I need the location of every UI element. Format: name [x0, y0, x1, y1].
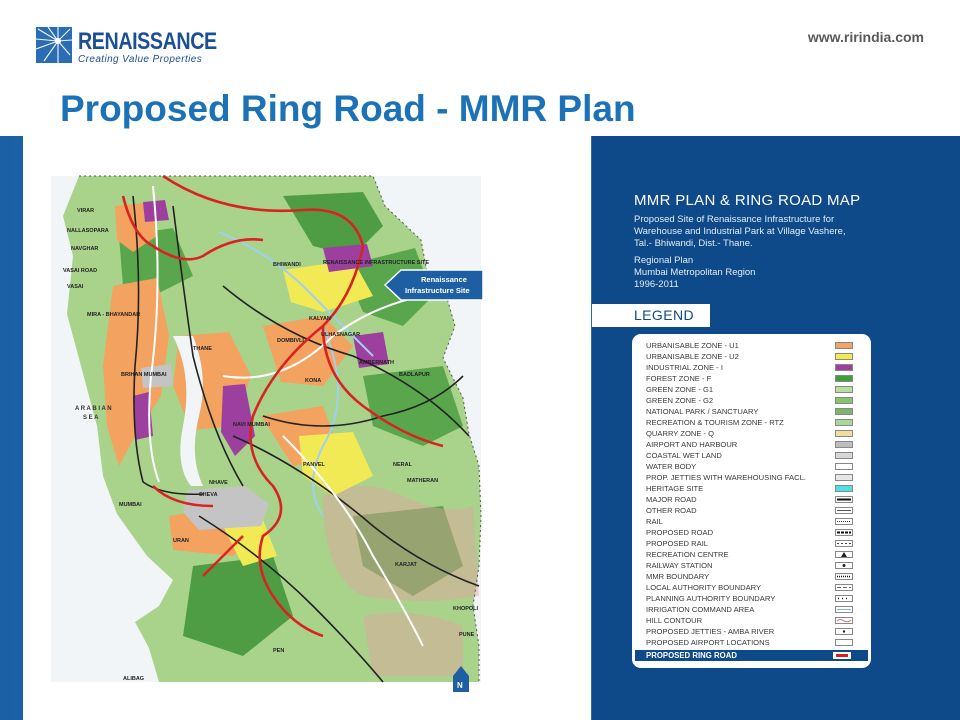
legend-label: HILL CONTOUR: [646, 616, 703, 625]
legend-swatch: [835, 606, 853, 613]
legend-label: PROPOSED RAIL: [646, 539, 709, 548]
legend-label: PROP. JETTIES WITH WAREHOUSING FACL.: [646, 473, 806, 482]
mmr-regional-map: [23, 136, 591, 720]
map-label-vasai: VASAI: [67, 284, 84, 290]
legend-item-urbanisable-u1: [646, 341, 872, 351]
legend-item-urbanisable-u2: [646, 352, 872, 362]
legend-swatch: [835, 397, 853, 404]
logo-tagline: Creating Value Properties: [78, 54, 203, 65]
legend-item-proposed-rail: [646, 539, 872, 549]
legend-tab-label: LEGEND: [634, 307, 694, 323]
legend-item-planning-authority-boundary: [646, 594, 872, 604]
website-link[interactable]: www.ririndia.com: [807, 29, 924, 45]
description-line: Tal.- Bhiwandi, Dist.- Thane.: [634, 238, 753, 249]
legend-label: URBANISABLE ZONE - U2: [646, 352, 739, 361]
map-label-bhiwandi: BHIWANDI: [273, 262, 301, 268]
map-label-navghar: NAVGHAR: [71, 246, 99, 252]
map-label-nalasopara: NALLASOPARA: [67, 228, 109, 234]
legend-item-proposed-ring-road: [635, 650, 868, 661]
legend-swatch: [835, 507, 853, 514]
company-logo[interactable]: [36, 27, 217, 67]
legend-item-airport-harbour: [646, 440, 872, 450]
legend-item-recreation-tourism: [646, 418, 872, 428]
legend-label: INDUSTRIAL ZONE - I: [646, 363, 723, 372]
legend-item-proposed-jetties-amba: [646, 627, 872, 637]
legend-swatch: [835, 584, 853, 591]
legend-swatch: [835, 452, 853, 459]
map-label-vasai-road: VASAI ROAD: [63, 268, 98, 274]
legend-swatch: [835, 353, 853, 360]
legend-item-heritage-site: [646, 484, 872, 494]
map-label-neral: NERAL: [393, 462, 412, 468]
legend-panel-heading: MMR PLAN & RING ROAD MAP: [634, 192, 861, 209]
map-label-ulhasnagar: ULHASNAGAR: [321, 332, 361, 338]
map-label-virar: VIRAR: [77, 208, 95, 214]
legend-item-coastal-wetland: [646, 451, 872, 461]
callout-line-1: Renaissance: [421, 275, 467, 284]
map-label-badlapur: BADLAPUR: [399, 372, 430, 378]
legend-label: PROPOSED ROAD: [646, 528, 714, 537]
legend-label: IRRIGATION COMMAND AREA: [646, 605, 755, 614]
legend-item-green-g2: [646, 396, 872, 406]
legend-item-recreation-centre: [646, 550, 872, 560]
legend-item-industrial: [646, 363, 872, 373]
legend-item-green-g1: [646, 385, 872, 395]
map-label-mumbai: MUMBAI: [119, 502, 142, 508]
map-label-panvel: PANVEL: [303, 462, 325, 468]
map-label-ambernath: AMBERNATH: [359, 360, 395, 366]
regional-plan-line: Regional Plan: [634, 255, 694, 266]
legend-swatch: [835, 342, 853, 349]
legend-swatch: [835, 441, 853, 448]
legend-panel: [592, 136, 960, 720]
legend-swatch: [835, 364, 853, 371]
map-label-kalyan: KALYAN: [309, 316, 331, 322]
legend-item-irrigation-command-area: [646, 605, 872, 615]
legend-label: QUARRY ZONE - Q: [646, 429, 715, 438]
legend-item-quarry: [646, 429, 872, 439]
legend-label: GREEN ZONE - G1: [646, 385, 714, 394]
map-label-karjat: KARJAT: [395, 562, 417, 568]
map-panel: [23, 136, 591, 720]
starburst-logo-icon: [36, 27, 72, 63]
legend-item-rail: [646, 517, 872, 527]
map-label-thane: THANE: [193, 346, 212, 352]
legend-item-national-park: [646, 407, 872, 417]
legend-swatch: [835, 562, 853, 569]
legend-swatch: [835, 496, 853, 503]
logo-name: RENAISSANCE: [78, 28, 217, 55]
legend-swatch: [835, 628, 853, 635]
legend-swatch: [835, 419, 853, 426]
page-title: Proposed Ring Road - MMR Plan: [60, 88, 636, 129]
north-marker-label: N: [457, 681, 463, 690]
map-label-sheva: SHEVA: [199, 492, 218, 498]
map-label-kon: KONA: [305, 378, 322, 384]
legend-label: AIRPORT AND HARBOUR: [646, 440, 738, 449]
legend-swatch: [835, 595, 853, 602]
legend-swatch: [835, 639, 853, 646]
legend-tab: [592, 304, 710, 327]
map-label-mira-bhayandar: MIRA - BHAYANDAR: [87, 312, 141, 318]
legend-label: COASTAL WET LAND: [646, 451, 722, 460]
legend-label: NATIONAL PARK / SANCTUARY: [646, 407, 759, 416]
legend-item-hill-contour: [646, 616, 872, 626]
legend-label: MMR BOUNDARY: [646, 572, 710, 581]
map-label-pune: PUNE: [459, 632, 475, 638]
legend-item-proposed-road: [646, 528, 872, 538]
legend-item-water-body: [646, 462, 872, 472]
map-label-alibag: ALIBAG: [123, 676, 145, 682]
legend-swatch: [835, 485, 853, 492]
map-label-khopoli: KHOPOLI: [453, 606, 479, 612]
header: [0, 0, 960, 136]
hill-contours: [363, 613, 463, 676]
legend-item-major-road: [646, 495, 872, 505]
legend-item-forest: [646, 374, 872, 384]
map-label-greater-mumbai: BRIHAN MUMBAI: [121, 372, 167, 378]
legend-label: PLANNING AUTHORITY BOUNDARY: [646, 594, 776, 603]
map-label-uran: URAN: [173, 538, 189, 544]
legend-label: GREEN ZONE - G2: [646, 396, 714, 405]
arabian-sea-label-1: A R A B I A N: [75, 406, 112, 412]
legend-label: FOREST ZONE - F: [646, 374, 712, 383]
map-label-navi-mumbai: NAVI MUMBAI: [233, 422, 270, 428]
legend-label: WATER BODY: [646, 462, 697, 471]
legend-swatch: [835, 463, 853, 470]
legend-swatch: [835, 518, 853, 525]
legend-swatch: [835, 430, 853, 437]
legend-item-prop-jetties-warehousing: [646, 473, 872, 483]
description-line: Warehouse and Industrial Park at Village Vashere,: [634, 226, 846, 237]
legend-label: URBANISABLE ZONE - U1: [646, 341, 739, 350]
legend-swatch: [835, 573, 853, 580]
legend-item-other-road: [646, 506, 872, 516]
description-line: Proposed Site of Renaissance Infrastructure for: [634, 214, 835, 225]
legend-item-local-authority-boundary: [646, 583, 872, 593]
legend-item-railway-station: [646, 561, 872, 571]
legend-label: PROPOSED RING ROAD: [646, 651, 737, 660]
legend-label: MAJOR ROAD: [646, 495, 697, 504]
legend-swatch: [835, 474, 853, 481]
legend-swatch: [835, 375, 853, 382]
arabian-sea-label-2: S E A: [83, 415, 99, 421]
legend-label: PROPOSED AIRPORT LOCATIONS: [646, 638, 770, 647]
legend-label: PROPOSED JETTIES - AMBA RIVER: [646, 627, 775, 636]
legend-label: OTHER ROAD: [646, 506, 697, 515]
legend-label: RECREATION CENTRE: [646, 550, 729, 559]
legend-label: RAIL: [646, 517, 663, 526]
legend-swatch: [835, 408, 853, 415]
legend-label: RAILWAY STATION: [646, 561, 713, 570]
map-label-nhava: NHAVE: [209, 480, 228, 486]
callout-line-2: Infrastructure Site: [405, 286, 470, 295]
legend-label: HERITAGE SITE: [646, 484, 704, 493]
map-label-matheran: MATHERAN: [407, 478, 439, 484]
site-callout[interactable]: [385, 270, 483, 300]
legend-swatch: [835, 551, 853, 558]
legend-swatch: [835, 540, 853, 547]
legend-label: LOCAL AUTHORITY BOUNDARY: [646, 583, 762, 592]
legend-box: [632, 334, 871, 668]
legend-item-proposed-airport: [646, 638, 872, 648]
map-label-site: RENAISSANCE INFRASTRUCTURE SITE: [323, 260, 430, 266]
legend-swatch: [835, 386, 853, 393]
regional-plan-line: Mumbai Metropolitan Region: [634, 267, 756, 278]
legend-label: RECREATION & TOURISM ZONE - RTZ: [646, 418, 784, 427]
regional-plan-line: 1996-2011: [634, 279, 679, 290]
legend-swatch: [835, 529, 853, 536]
ring-road-swatch: [833, 652, 851, 659]
map-label-dombivli: DOMBIVLI: [277, 338, 304, 344]
legend-swatch: [835, 617, 853, 624]
legend-item-mmr-boundary: [646, 572, 872, 582]
map-label-pen: PEN: [273, 648, 285, 654]
